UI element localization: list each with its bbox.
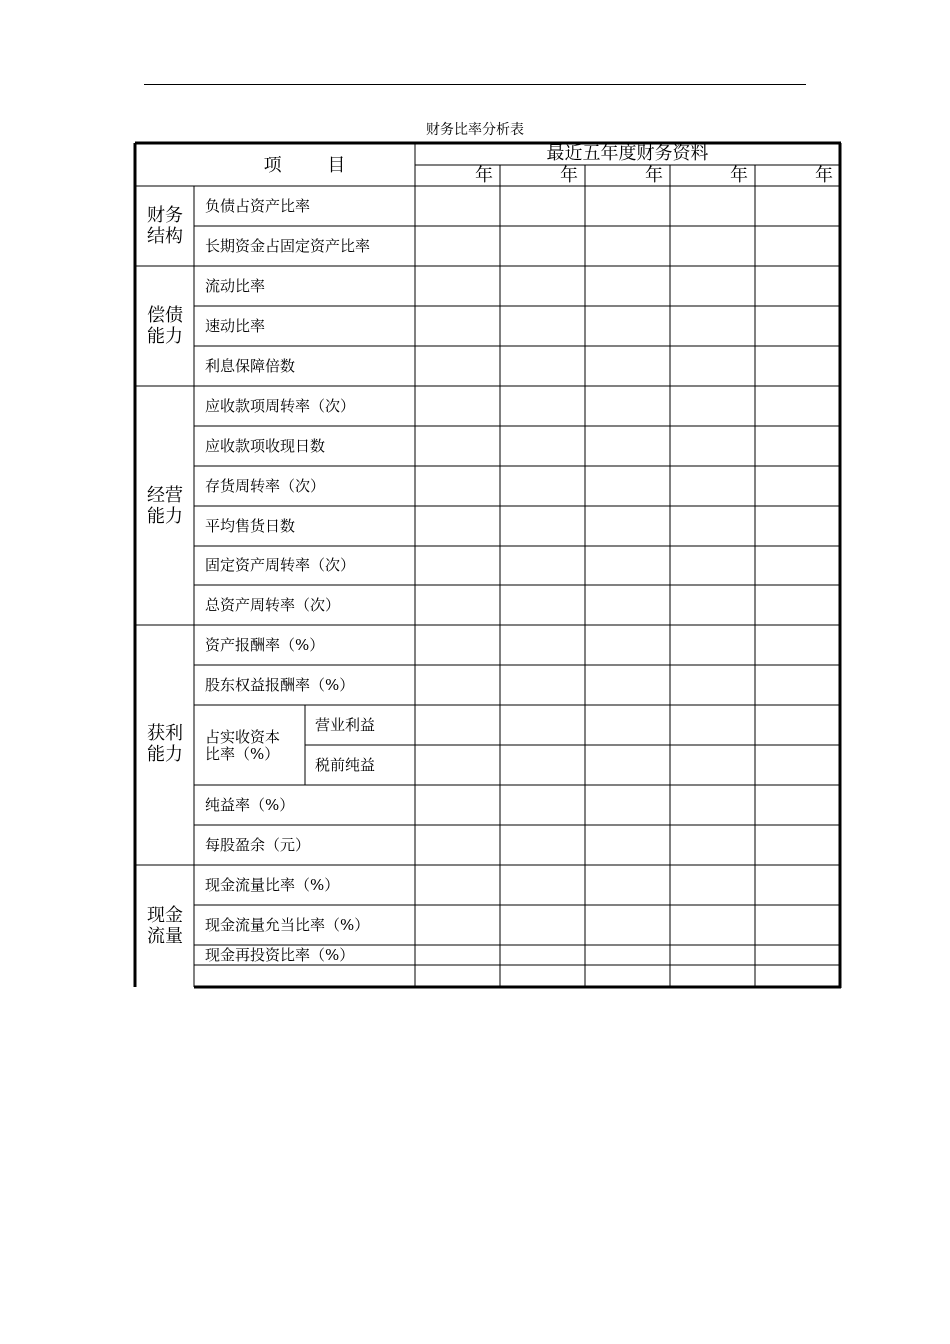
capital-ratio-label: 比率（%） [205,745,280,763]
row-label: 股东权益报酬率（%） [205,676,355,694]
group-label-line: 结构 [147,226,183,247]
group-label-operating-ability [137,485,193,527]
group-label-line: 现金 [147,905,183,926]
group-label-profitability [137,723,193,765]
group-label-line: 能力 [147,744,183,765]
row-label: 平均售货日数 [205,517,296,535]
group-label-financial-structure [137,205,193,247]
group-label-line: 偿债 [147,305,183,326]
row-label: 总资产周转率（次） [205,596,341,614]
group-label-line: 能力 [147,326,183,347]
year-header-5: 年 [815,165,833,186]
row-label: 现金再投资比率（%） [205,946,355,964]
row-label: 固定资产周转率（次） [205,556,356,574]
row-label: 现金流量比率（%） [205,876,340,894]
group-label-line: 经营 [147,485,183,506]
sub-row-label: 税前纯益 [315,756,376,774]
table-title: 财务比率分析表 [426,122,524,138]
capital-ratio-label: 占实收资本 [205,728,281,746]
year-header-3: 年 [645,165,663,186]
year-header-1: 年 [475,165,493,186]
row-label: 每股盈余（元） [205,836,311,854]
row-label: 应收款项周转率（次） [205,397,356,415]
row-label: 存货周转率（次） [205,477,326,495]
row-label: 速动比率 [205,317,266,335]
row-label: 现金流量允当比率（%） [205,916,370,934]
row-label: 利息保障倍数 [205,357,296,375]
group-label-line: 获利 [147,723,183,744]
five-year-data-header: 最近五年度财务资料 [546,143,709,164]
year-header-4: 年 [730,165,748,186]
group-label-line: 财务 [147,205,183,226]
group-label-line: 流量 [147,926,183,947]
sub-row-label: 营业利益 [315,716,376,734]
group-label-solvency [137,305,193,347]
row-label: 长期资金占固定资产比率 [205,237,371,255]
row-label: 资产报酬率（%） [205,636,325,654]
group-label-line: 能力 [147,506,183,527]
item-column-header: 项 目 [263,155,346,176]
row-label: 负债占资产比率 [205,197,311,215]
row-label: 纯益率（%） [205,796,295,814]
row-label: 流动比率 [205,277,266,295]
group-label-cash-flow [137,905,193,947]
year-header-2: 年 [560,165,578,186]
row-label: 应收款项收现日数 [205,437,326,455]
